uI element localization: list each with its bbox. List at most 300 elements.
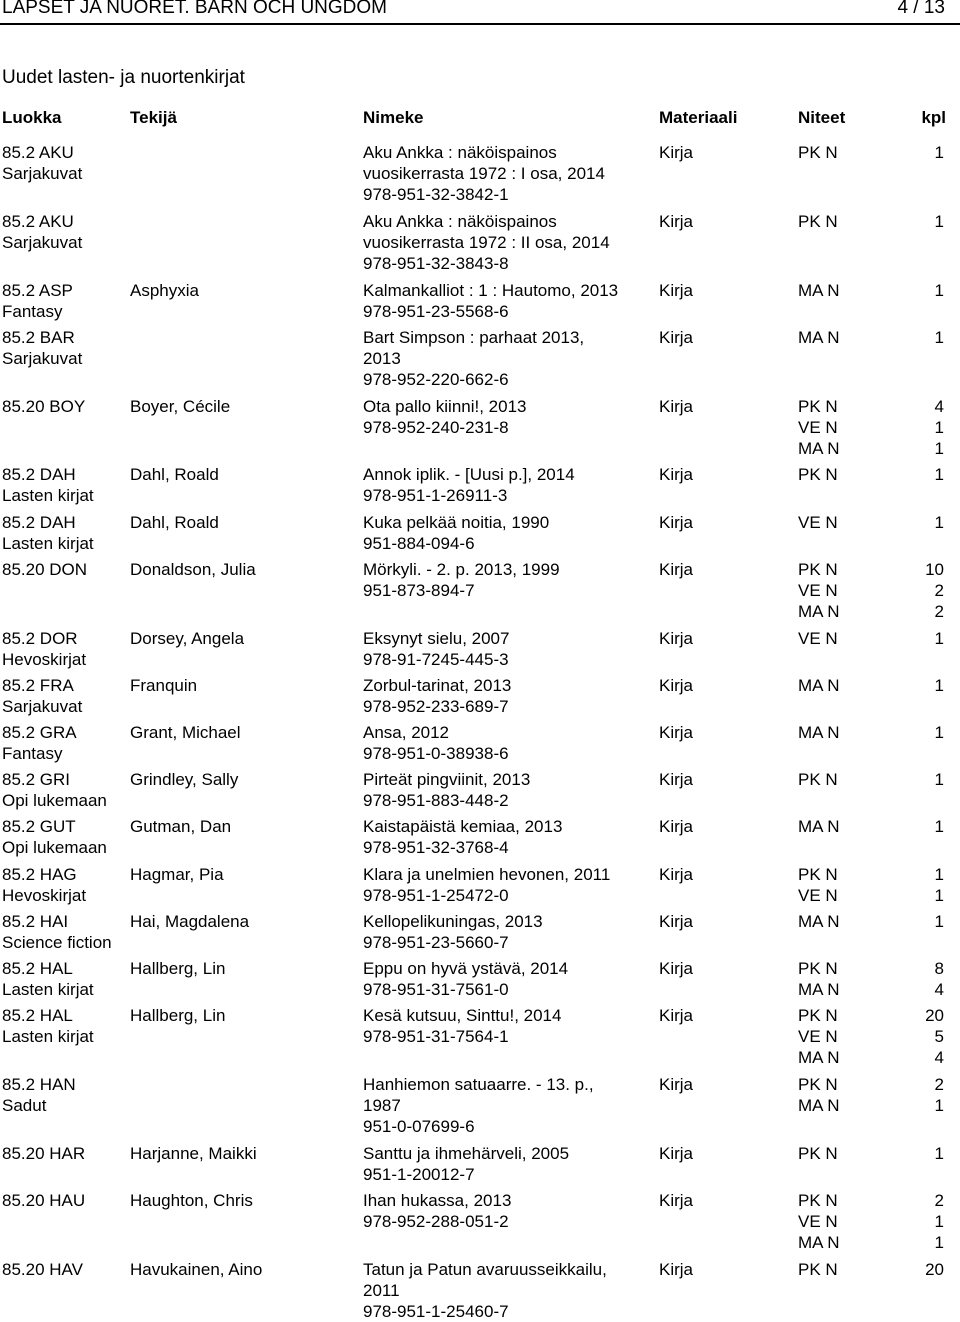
author-cell-line: Hallberg, Lin — [130, 959, 226, 978]
author-cell-line: Boyer, Cécile — [130, 396, 231, 416]
title-cell — [363, 396, 648, 438]
material-cell-line: Kirja — [659, 1259, 694, 1279]
author-cell-line: Gutman, Dan — [130, 817, 232, 837]
qty-cell-line: 1 — [934, 628, 944, 648]
material-cell — [659, 1259, 779, 1280]
title-cell-line: vuosikerrasta 1972 : II osa, 2014 — [363, 232, 610, 252]
title-cell-line: Ansa, 2012 — [363, 723, 450, 742]
material-cell-line: Kirja — [659, 817, 694, 837]
title-cell — [363, 769, 648, 811]
class-cell-line: Fantasy — [2, 301, 63, 321]
page-number: 4 / 13 — [897, 0, 945, 18]
qty-cell — [904, 327, 944, 348]
material-cell-line: Kirja — [659, 280, 694, 300]
title-cell — [363, 280, 648, 322]
title-cell-line: Klara ja unelmien hevonen, 2011 — [363, 864, 611, 884]
author-cell — [130, 512, 355, 533]
class-cell-line: 85.2 AKU — [2, 211, 74, 231]
class-cell — [2, 911, 127, 953]
qty-cell — [904, 769, 944, 790]
author-cell — [130, 769, 355, 790]
material-cell-line: Kirja — [659, 770, 694, 790]
title-cell — [363, 1259, 648, 1322]
qty-cell-line: 1 — [934, 675, 944, 695]
class-cell — [2, 675, 127, 717]
class-cell — [2, 628, 127, 670]
title-cell-line: Ihan hukassa, 2013 — [363, 1191, 512, 1210]
qty-cell-line: 1 — [934, 1143, 944, 1163]
title-cell-line: 978-952-220-662-6 — [363, 369, 509, 389]
material-cell — [659, 911, 779, 932]
location-cell-line: MA N — [798, 817, 840, 837]
author-cell-line: Grant, Michael — [130, 723, 241, 742]
location-cell — [798, 722, 898, 743]
col-location-header: Niteet — [798, 108, 846, 127]
material-cell — [659, 675, 779, 696]
material-cell — [659, 396, 779, 417]
location-cell-line: VE N — [798, 512, 838, 532]
qty-cell — [904, 211, 944, 232]
qty-cell — [904, 675, 944, 696]
title-cell-line: Bart Simpson : parhaat 2013, — [363, 327, 585, 347]
title-cell — [363, 675, 648, 717]
material-cell-line: Kirja — [659, 327, 694, 347]
title-cell — [363, 1005, 648, 1047]
location-cell-line: VE N — [798, 628, 838, 648]
section-title: Uudet lasten- ja nuortenkirjat — [2, 67, 245, 88]
class-cell — [2, 1259, 127, 1280]
location-cell-line: PK N — [798, 1075, 838, 1094]
class-cell-line: 85.20 HAU — [2, 1191, 86, 1210]
location-cell — [798, 559, 898, 622]
title-cell-line: Eppu on hyvä ystävä, 2014 — [363, 959, 569, 978]
author-cell-line: Dahl, Roald — [130, 465, 219, 485]
title-cell-line: Annok iplik. - [Uusi p.], 2014 — [363, 465, 575, 485]
class-cell-line: Sarjakuvat — [2, 348, 83, 368]
title-cell-line: Zorbul-tarinat, 2013 — [363, 675, 512, 695]
title-cell — [363, 958, 648, 1000]
class-cell — [2, 512, 127, 554]
material-cell-line: Kirja — [659, 211, 694, 231]
material-cell-line: Kirja — [659, 1191, 694, 1210]
location-cell-line: PK N — [798, 396, 838, 416]
qty-cell-line: 20 — [925, 1006, 944, 1026]
title-cell — [363, 628, 648, 670]
qty-cell — [904, 958, 944, 1000]
class-cell-line: 85.20 DON — [2, 559, 88, 579]
location-cell — [798, 1005, 898, 1068]
author-cell — [130, 464, 355, 485]
class-cell — [2, 1143, 127, 1164]
qty-cell — [904, 512, 944, 533]
class-cell-line: 85.2 GRI — [2, 770, 71, 790]
qty-cell-line: 1 — [934, 211, 944, 231]
qty-cell-line: 4 — [934, 396, 944, 416]
author-cell — [130, 816, 355, 837]
title-cell-line: 978-952-233-689-7 — [363, 696, 509, 716]
qty-cell-line: 1 — [934, 770, 944, 790]
material-cell-line: Kirja — [659, 959, 694, 978]
class-cell-line: 85.20 HAR — [2, 1143, 86, 1163]
location-cell-line: MA N — [798, 911, 840, 931]
class-cell-line: Sarjakuvat — [2, 164, 83, 183]
class-cell-line: 85.2 DAH — [2, 512, 76, 532]
title-cell — [363, 911, 648, 953]
location-cell — [798, 911, 898, 932]
qty-cell-line: 1 — [934, 1212, 944, 1231]
class-cell-line: 85.2 DAH — [2, 465, 76, 485]
title-cell-line: 951-884-094-6 — [363, 533, 475, 553]
material-cell — [659, 722, 779, 743]
class-cell-line: 85.2 HAL — [2, 1006, 73, 1026]
title-cell — [363, 1143, 648, 1185]
title-cell-line: Kaistapäistä kemiaa, 2013 — [363, 817, 563, 837]
title-cell — [363, 211, 648, 274]
class-cell-line: Sarjakuvat — [2, 232, 83, 252]
qty-cell — [904, 816, 944, 837]
title-cell — [363, 816, 648, 858]
class-cell-line: Lasten kirjat — [2, 1027, 94, 1047]
qty-cell-line: 1 — [934, 327, 944, 347]
class-cell-line: 85.2 BAR — [2, 327, 75, 347]
col-qty-header: kpl — [921, 108, 946, 127]
location-cell — [798, 142, 898, 163]
class-cell — [2, 396, 127, 417]
class-cell-line: Opi lukemaan — [2, 791, 107, 811]
author-cell-line: Havukainen, Aino — [130, 1259, 263, 1279]
qty-cell-line: 8 — [934, 959, 944, 978]
class-cell-line: 85.2 GUT — [2, 817, 76, 837]
qty-cell-line: 10 — [925, 559, 944, 579]
title-cell-line: Kalmankalliot : 1 : Hautomo, 2013 — [363, 280, 619, 300]
material-cell-line: Kirja — [659, 396, 694, 416]
qty-cell-line: 2 — [934, 601, 944, 621]
location-cell — [798, 1074, 898, 1116]
author-cell — [130, 628, 355, 649]
class-cell-line: Fantasy — [2, 744, 63, 763]
title-cell-line: 978-91-7245-445-3 — [363, 649, 509, 669]
qty-cell — [904, 464, 944, 485]
class-cell-line: Science fiction — [2, 932, 112, 952]
col-material-header: Materiaali — [659, 108, 738, 127]
material-cell-line: Kirja — [659, 143, 694, 162]
location-cell-line: MA N — [798, 1096, 840, 1115]
header-title: LAPSET JA NUORET. BARN OCH UNGDOM — [2, 0, 387, 18]
material-cell-line: Kirja — [659, 465, 694, 485]
qty-cell-line: 1 — [934, 280, 944, 300]
location-cell-line: MA N — [798, 280, 840, 300]
author-cell — [130, 1190, 355, 1211]
class-cell-line: 85.20 BOY — [2, 396, 86, 416]
class-cell-line: Sarjakuvat — [2, 696, 83, 716]
title-cell — [363, 512, 648, 554]
location-cell-line: PK N — [798, 1006, 838, 1026]
material-cell — [659, 769, 779, 790]
class-cell-line: Opi lukemaan — [2, 838, 107, 858]
author-cell — [130, 396, 355, 417]
author-cell-line: Hagmar, Pia — [130, 864, 224, 884]
class-cell-line: 85.2 HAG — [2, 864, 77, 884]
title-cell-line: Hanhiemon satuaarre. - 13. p., — [363, 1075, 594, 1094]
class-cell — [2, 1005, 127, 1047]
location-cell-line: PK N — [798, 559, 838, 579]
qty-cell — [904, 142, 944, 163]
qty-cell-line: 2 — [934, 580, 944, 600]
qty-cell — [904, 1005, 944, 1068]
qty-cell-line: 4 — [934, 1048, 944, 1068]
author-cell — [130, 1259, 355, 1280]
location-cell — [798, 1190, 898, 1253]
title-cell — [363, 722, 648, 764]
location-cell-line: PK N — [798, 1191, 838, 1210]
title-cell-line: 951-1-20012-7 — [363, 1164, 475, 1184]
title-cell-line: Kellopelikuningas, 2013 — [363, 911, 543, 931]
class-cell-line: Sadut — [2, 1096, 47, 1115]
title-cell-line: Kuka pelkää noitia, 1990 — [363, 512, 550, 532]
class-cell-line: 85.2 DOR — [2, 628, 78, 648]
qty-cell — [904, 1259, 944, 1280]
location-cell — [798, 211, 898, 232]
class-cell — [2, 1190, 127, 1211]
location-cell-line: MA N — [798, 327, 840, 347]
author-cell — [130, 675, 355, 696]
class-cell-line: Hevoskirjat — [2, 649, 87, 669]
location-cell — [798, 1143, 898, 1164]
qty-cell-line: 5 — [934, 1027, 944, 1047]
qty-cell-line: 1 — [934, 143, 944, 162]
title-cell-line: 978-951-32-3768-4 — [363, 838, 509, 858]
class-cell — [2, 769, 127, 811]
title-cell — [363, 864, 648, 906]
qty-cell-line: 1 — [934, 438, 944, 458]
class-cell-line: 85.20 HAV — [2, 1259, 83, 1279]
author-cell — [130, 911, 355, 932]
title-cell-line: 978-952-240-231-8 — [363, 417, 509, 437]
location-cell-line: VE N — [798, 417, 838, 437]
title-cell-line: 978-951-883-448-2 — [363, 791, 509, 811]
author-cell — [130, 1143, 355, 1164]
author-cell-line: Franquin — [130, 675, 198, 695]
qty-cell — [904, 628, 944, 649]
author-cell-line: Donaldson, Julia — [130, 559, 256, 579]
location-cell-line: MA N — [798, 1233, 840, 1252]
material-cell — [659, 958, 779, 979]
material-cell-line: Kirja — [659, 559, 694, 579]
title-cell-line: 978-952-288-051-2 — [363, 1212, 509, 1231]
title-cell — [363, 142, 648, 205]
class-cell-line: 85.2 HAN — [2, 1075, 76, 1094]
class-cell — [2, 327, 127, 369]
location-cell-line: VE N — [798, 580, 838, 600]
class-cell-line: 85.2 FRA — [2, 675, 74, 695]
col-title-header: Nimeke — [363, 108, 424, 127]
location-cell-line: PK N — [798, 465, 838, 485]
class-cell — [2, 864, 127, 906]
qty-cell-line: 20 — [925, 1259, 944, 1279]
material-cell-line: Kirja — [659, 911, 694, 931]
qty-cell — [904, 396, 944, 459]
title-cell-line: 978-951-1-26911-3 — [363, 486, 508, 506]
author-cell — [130, 1005, 355, 1026]
location-cell — [798, 1259, 898, 1280]
qty-cell-line: 1 — [934, 817, 944, 837]
title-cell-line: vuosikerrasta 1972 : I osa, 2014 — [363, 164, 605, 183]
location-cell — [798, 628, 898, 649]
title-cell-line: 951-0-07699-6 — [363, 1117, 475, 1136]
title-cell-line: 978-951-32-3843-8 — [363, 253, 509, 273]
title-cell-line: 978-951-1-25460-7 — [363, 1301, 509, 1321]
author-cell-line: Dahl, Roald — [130, 512, 219, 532]
author-cell-line: Dorsey, Angela — [130, 628, 245, 648]
qty-cell-line: 1 — [934, 885, 944, 905]
location-cell-line: VE N — [798, 1027, 838, 1047]
qty-cell-line: 1 — [934, 911, 944, 931]
title-cell-line: 978-951-31-7561-0 — [363, 980, 509, 999]
author-cell-line: Hallberg, Lin — [130, 1006, 226, 1026]
col-author-header: Tekijä — [130, 108, 177, 127]
material-cell — [659, 1143, 779, 1164]
title-cell — [363, 1074, 648, 1137]
class-cell — [2, 142, 127, 184]
author-cell — [130, 559, 355, 580]
material-cell — [659, 464, 779, 485]
qty-cell-line: 1 — [934, 864, 944, 884]
class-cell — [2, 816, 127, 858]
qty-cell — [904, 1074, 944, 1116]
location-cell-line: MA N — [798, 1048, 840, 1068]
qty-cell-line: 2 — [934, 1191, 944, 1210]
class-cell-line: 85.2 AKU — [2, 143, 74, 162]
title-cell — [363, 464, 648, 506]
location-cell-line: PK N — [798, 1259, 838, 1279]
material-cell — [659, 1190, 779, 1211]
material-cell — [659, 628, 779, 649]
location-cell-line: PK N — [798, 959, 838, 978]
material-cell — [659, 512, 779, 533]
qty-cell-line: 4 — [934, 980, 944, 999]
material-cell — [659, 559, 779, 580]
location-cell — [798, 512, 898, 533]
qty-cell — [904, 1190, 944, 1253]
location-cell — [798, 464, 898, 485]
title-cell-line: Pirteät pingviinit, 2013 — [363, 770, 531, 790]
class-cell — [2, 211, 127, 253]
header-rule — [0, 23, 960, 25]
qty-cell — [904, 864, 944, 906]
location-cell — [798, 816, 898, 837]
material-cell — [659, 211, 779, 232]
qty-cell — [904, 559, 944, 622]
qty-cell — [904, 722, 944, 743]
class-cell-line: Lasten kirjat — [2, 980, 94, 999]
title-cell-line: Tatun ja Patun avaruusseikkailu, — [363, 1259, 607, 1279]
material-cell — [659, 816, 779, 837]
title-cell-line: 978-951-23-5660-7 — [363, 932, 509, 952]
title-cell-line: 1987 — [363, 1096, 401, 1115]
material-cell-line: Kirja — [659, 628, 694, 648]
class-cell — [2, 722, 127, 764]
location-cell-line: PK N — [798, 1143, 838, 1163]
location-cell — [798, 327, 898, 348]
material-cell-line: Kirja — [659, 864, 694, 884]
col-class-header: Luokka — [2, 108, 62, 127]
title-cell — [363, 327, 648, 390]
author-cell — [130, 864, 355, 885]
material-cell-line: Kirja — [659, 723, 694, 742]
location-cell-line: PK N — [798, 143, 838, 162]
class-cell-line: 85.2 HAI — [2, 911, 69, 931]
class-cell-line: 85.2 HAL — [2, 959, 73, 978]
material-cell-line: Kirja — [659, 1143, 694, 1163]
qty-cell-line: 2 — [934, 1075, 944, 1094]
qty-cell-line: 1 — [934, 1096, 944, 1115]
class-cell-line: 85.2 GRA — [2, 723, 77, 742]
material-cell-line: Kirja — [659, 675, 694, 695]
qty-cell-line: 1 — [934, 723, 944, 742]
qty-cell-line: 1 — [934, 512, 944, 532]
location-cell-line: MA N — [798, 675, 840, 695]
title-cell-line: 978-951-0-38938-6 — [363, 744, 509, 763]
class-cell — [2, 464, 127, 506]
material-cell — [659, 1074, 779, 1095]
title-cell-line: Mörkyli. - 2. p. 2013, 1999 — [363, 559, 560, 579]
qty-cell-line: 1 — [934, 417, 944, 437]
title-cell-line: 978-951-23-5568-6 — [363, 301, 509, 321]
class-cell — [2, 1074, 127, 1116]
qty-cell — [904, 1143, 944, 1164]
title-cell-line: Aku Ankka : näköispainos — [363, 211, 557, 231]
class-cell-line: Lasten kirjat — [2, 486, 94, 506]
title-cell — [363, 1190, 648, 1232]
class-cell-line: Lasten kirjat — [2, 533, 94, 553]
qty-cell — [904, 911, 944, 932]
location-cell — [798, 769, 898, 790]
location-cell — [798, 280, 898, 301]
title-cell — [363, 559, 648, 601]
author-cell-line: Hai, Magdalena — [130, 911, 250, 931]
location-cell-line: PK N — [798, 770, 838, 790]
class-cell — [2, 559, 127, 580]
title-cell-line: Eksynyt sielu, 2007 — [363, 628, 510, 648]
class-cell — [2, 280, 127, 322]
title-cell-line: 2013 — [363, 348, 401, 368]
class-cell-line: 85.2 ASP — [2, 280, 73, 300]
location-cell-line: PK N — [798, 211, 838, 231]
material-cell — [659, 142, 779, 163]
location-cell-line: MA N — [798, 438, 840, 458]
material-cell-line: Kirja — [659, 512, 694, 532]
material-cell — [659, 327, 779, 348]
class-cell-line: Hevoskirjat — [2, 885, 87, 905]
author-cell — [130, 722, 355, 743]
location-cell-line: MA N — [798, 723, 840, 742]
title-cell-line: 951-873-894-7 — [363, 580, 475, 600]
author-cell-line: Harjanne, Maikki — [130, 1143, 257, 1163]
title-cell-line: Aku Ankka : näköispainos — [363, 143, 557, 162]
location-cell — [798, 864, 898, 906]
location-cell-line: VE N — [798, 1212, 838, 1231]
title-cell-line: 978-951-1-25472-0 — [363, 885, 509, 905]
qty-cell-line: 1 — [934, 1233, 944, 1252]
location-cell-line: MA N — [798, 601, 840, 621]
title-cell-line: Kesä kutsuu, Sinttu!, 2014 — [363, 1006, 562, 1026]
title-cell-line: 2011 — [363, 1280, 400, 1300]
material-cell — [659, 280, 779, 301]
title-cell-line: Santtu ja ihmehärveli, 2005 — [363, 1143, 570, 1163]
title-cell-line: 978-951-31-7564-1 — [363, 1027, 509, 1047]
material-cell-line: Kirja — [659, 1006, 694, 1026]
title-cell-line: Ota pallo kiinni!, 2013 — [363, 396, 527, 416]
